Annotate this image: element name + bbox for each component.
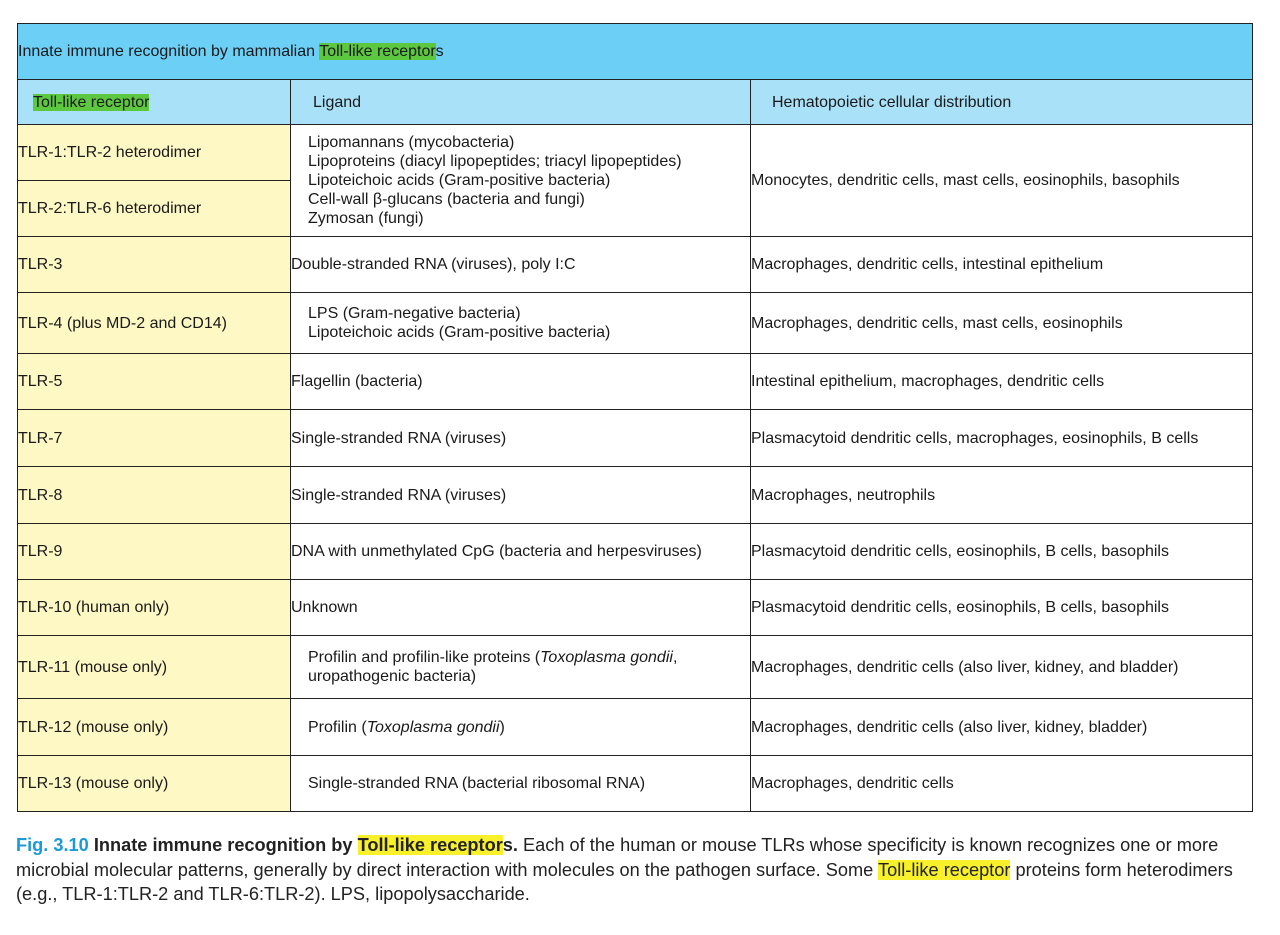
caption-title: [94, 835, 518, 855]
ligand-text: Profilin (: [308, 718, 367, 736]
distribution-cell: Plasmacytoid dendritic cells, eosinophils, B cells, basophils: [751, 524, 1253, 580]
ligand-species: Toxoplasma gondii: [366, 718, 500, 736]
ligand-line: Cell-wall β-glucans (bacteria and fungi): [308, 191, 585, 208]
table-row: [18, 293, 1253, 354]
receptor-cell: TLR-10 (human only): [18, 580, 291, 636]
receptor-cell: TLR-13 (mouse only): [18, 756, 291, 812]
caption-body-highlight: Toll-like receptor: [878, 859, 1011, 880]
distribution-cell: Macrophages, dendritic cells, mast cells, eosinophils: [751, 293, 1253, 354]
ligand-line: Zymosan (fungi): [308, 210, 424, 227]
table-header-row: [18, 80, 1253, 125]
distribution-cell: Macrophages, dendritic cells (also liver, kidney, bladder): [751, 699, 1253, 756]
header-receptor-label: Toll-like receptor: [33, 93, 150, 111]
receptor-cell: TLR-1:TLR-2 heterodimer: [18, 125, 291, 181]
table-row: [18, 237, 1253, 293]
ligand-cell: Double-stranded RNA (viruses), poly I:C: [291, 237, 751, 293]
distribution-cell: Plasmacytoid dendritic cells, macrophages, eosinophils, B cells: [751, 410, 1253, 467]
ligand-cell: Single-stranded RNA (viruses): [291, 410, 751, 467]
ligand-cell: [291, 699, 751, 756]
ligand-species: Toxoplasma gondii: [540, 649, 673, 666]
table-title-highlight: Toll-like receptor: [319, 43, 436, 60]
distribution-cell: Plasmacytoid dendritic cells, eosinophils, B cells, basophils: [751, 580, 1253, 636]
table-title-row: [18, 24, 1253, 80]
header-ligand: Ligand: [291, 80, 751, 125]
distribution-cell: Macrophages, neutrophils: [751, 467, 1253, 524]
distribution-cell: Macrophages, dendritic cells (also liver, kidney, and bladder): [751, 636, 1253, 699]
ligand-cell: Single-stranded RNA (bacterial ribosomal RNA): [291, 756, 751, 812]
table-title-prefix: Innate immune recognition by mammalian: [18, 43, 320, 60]
table-row: [18, 636, 1253, 699]
figure-caption: [16, 833, 1256, 907]
distribution-cell: Monocytes, dendritic cells, mast cells, eosinophils, basophils: [751, 125, 1253, 237]
receptor-cell: TLR-5: [18, 354, 291, 410]
ligand-cell: Single-stranded RNA (viruses): [291, 467, 751, 524]
receptor-cell: TLR-9: [18, 524, 291, 580]
caption-body-end: proteins form heterodimers (e.g., TLR-1:TLR-2 and TLR-6:TLR-2). LPS, lipopolysaccharide.: [16, 859, 1233, 904]
receptor-cell: TLR-8: [18, 467, 291, 524]
table-row: [18, 756, 1253, 812]
table-row: [18, 354, 1253, 410]
tlr-table-container: [17, 23, 1252, 812]
receptor-cell: TLR-7: [18, 410, 291, 467]
caption-title-suffix: s.: [502, 835, 518, 855]
ligand-cell: Unknown: [291, 580, 751, 636]
table-row: [18, 410, 1253, 467]
receptor-cell: TLR-11 (mouse only): [18, 636, 291, 699]
header-distribution: Hematopoietic cellular distribution: [751, 80, 1253, 125]
ligand-line: Lipoteichoic acids (Gram-positive bacteria): [308, 172, 611, 189]
distribution-cell: Intestinal epithelium, macrophages, dendritic cells: [751, 354, 1253, 410]
ligand-cell: DNA with unmethylated CpG (bacteria and herpesviruses): [291, 524, 751, 580]
distribution-cell: Macrophages, dendritic cells, intestinal epithelium: [751, 237, 1253, 293]
table-row: [18, 467, 1253, 524]
table-row: [18, 524, 1253, 580]
ligand-cell: [291, 125, 751, 237]
header-receptor: [18, 80, 291, 125]
table-title-suffix: s: [435, 43, 444, 60]
ligand-line: LPS (Gram-negative bacteria): [308, 305, 521, 322]
table-row: [18, 125, 1253, 181]
caption-title-highlight: Toll-like receptor: [357, 835, 503, 855]
ligand-text: ): [499, 718, 505, 736]
caption-body: Each of the human or mouse TLRs whose specificity is known recognizes one or more microbial molecular patterns, generally by direct interaction with molecules on the pathogen surface. Some: [16, 835, 1219, 880]
table-row: [18, 699, 1253, 756]
receptor-cell: TLR-12 (mouse only): [18, 699, 291, 756]
ligand-cell: [291, 293, 751, 354]
receptor-cell: TLR-4 (plus MD-2 and CD14): [18, 293, 291, 354]
caption-title-prefix: Innate immune recognition by: [93, 835, 358, 855]
table-title: [18, 24, 1253, 80]
ligand-line: Lipoteichoic acids (Gram-positive bacteria): [308, 324, 611, 341]
figure-label: Fig. 3.10: [16, 835, 89, 855]
ligand-line: Lipomannans (mycobacteria): [308, 134, 515, 151]
distribution-cell: Macrophages, dendritic cells: [751, 756, 1253, 812]
table-row: [18, 580, 1253, 636]
ligand-cell: [291, 636, 751, 699]
receptor-cell: TLR-3: [18, 237, 291, 293]
ligand-line: Lipoproteins (diacyl lipopeptides; triacyl lipopeptides): [308, 153, 682, 170]
ligand-text: , uropathogenic bacteria): [308, 649, 678, 685]
tlr-table: [17, 23, 1253, 812]
ligand-cell: Flagellin (bacteria): [291, 354, 751, 410]
ligand-text: Profilin and profilin-like proteins (: [308, 649, 541, 666]
receptor-cell: TLR-2:TLR-6 heterodimer: [18, 181, 291, 237]
